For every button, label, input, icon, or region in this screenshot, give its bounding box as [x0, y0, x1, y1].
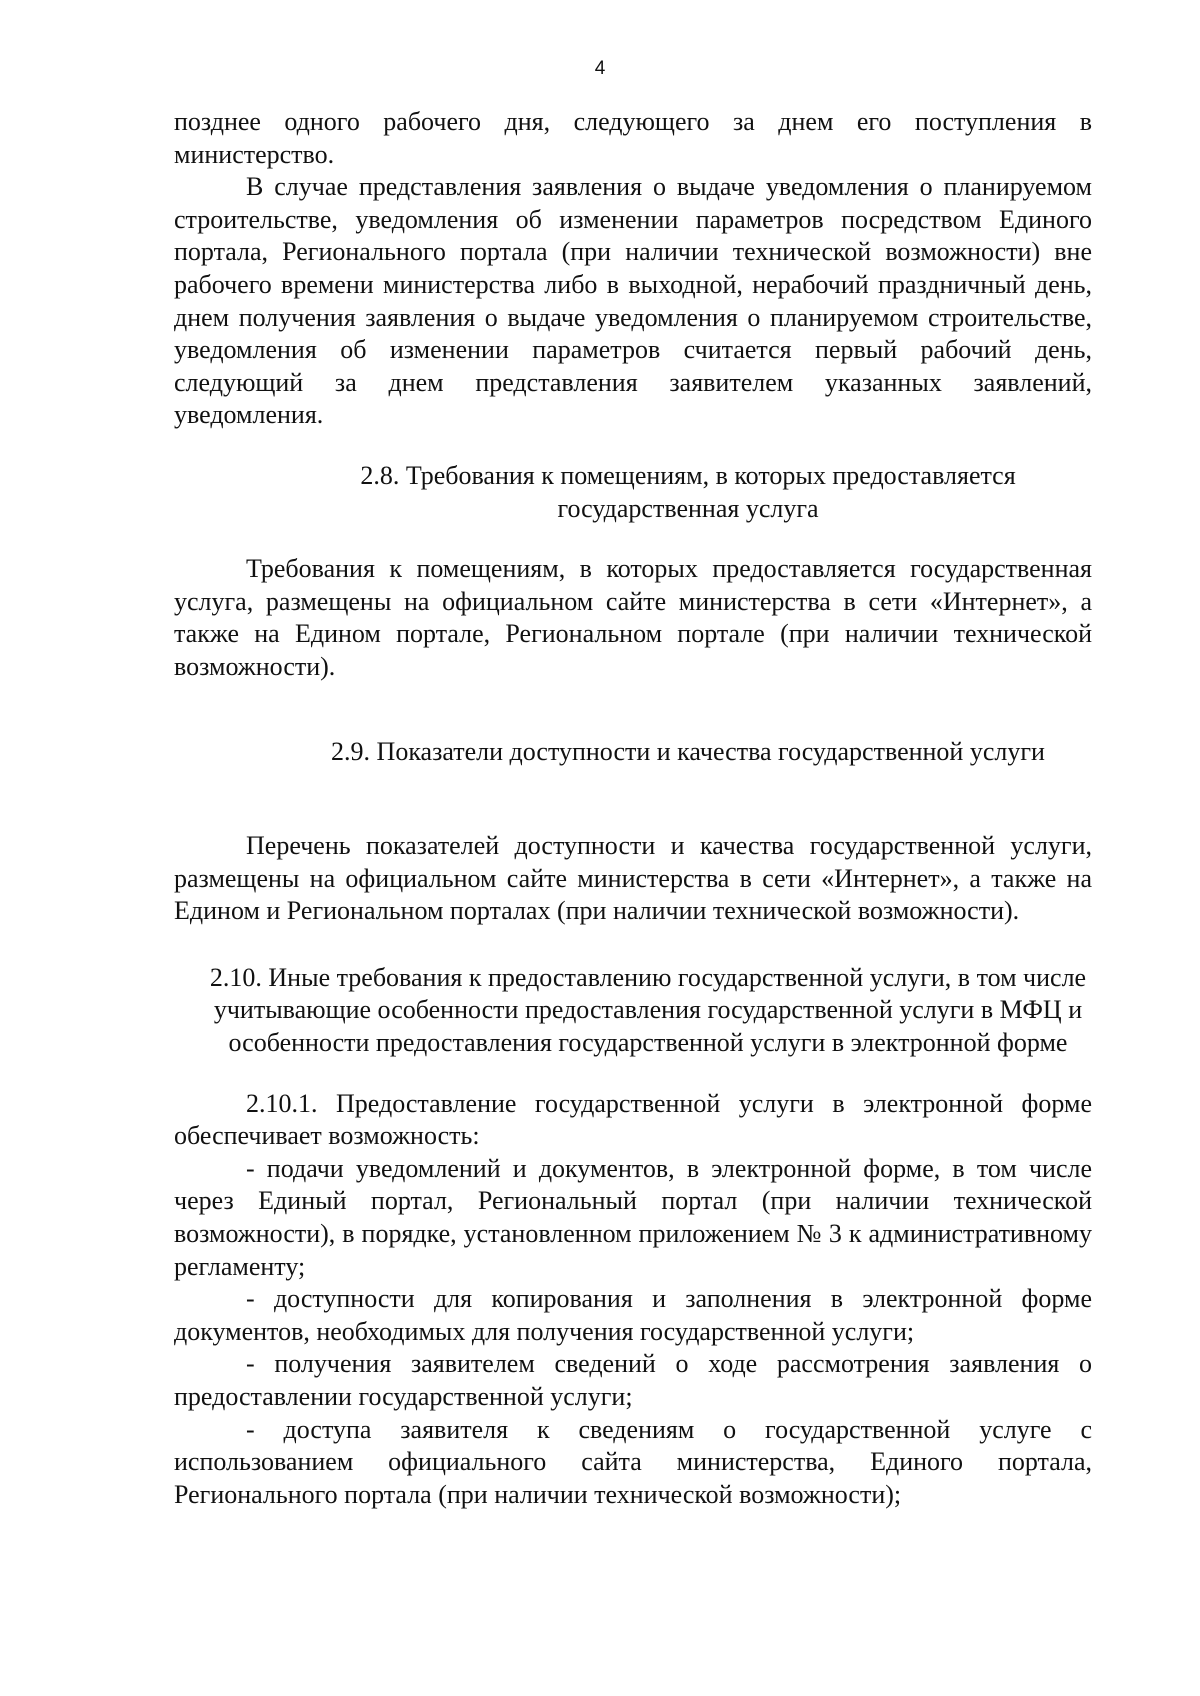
- paragraph-application-timing: В случае представления заявления о выдаче уведомления о планируемом строительстве, уведомления об изменении параметров посредством Единого портала, Регионального портала (при наличии технической возможности) вне рабочего времени министерства либо в выходной, нерабочий праздничный день, днем получения заявления о выдаче уведомления о планируемом строительстве, уведомления об изменении параметров считается первый рабочий день, следующий за днем представления заявителем указанных заявлений, уведомления.: [174, 172, 1092, 430]
- list-item: - доступности для копирования и заполнения в электронной форме документов, необходимых для получения государственной услуги;: [174, 1284, 1092, 1346]
- document-body: [174, 106, 1092, 1511]
- paragraph-premises-requirements: Требования к помещениям, в которых предоставляется государственная услуга, размещены на официальном сайте министерства в сети «Интернет», а также на Едином портале, Региональном портале (при наличии технической возможности).: [174, 554, 1092, 681]
- list-item: - доступа заявителя к сведениям о государственной услуге с использованием официального сайта министерства, Единого портала, Регионального портала (при наличии технической возможности);: [174, 1414, 1092, 1509]
- capabilities-list: [174, 1153, 1092, 1512]
- section-heading-2-10: 2.10. Иные требования к предоставлению государственной услуги, в том числе учитывающие особенности предоставления государственной услуги в МФЦ и особенности предоставления государственной услуги в электронной форме: [209, 962, 1087, 1058]
- list-item: - получения заявителем сведений о ходе рассмотрения заявления о предоставлении государственной услуги;: [174, 1349, 1092, 1411]
- section-heading-2-8: 2.8. Требования к помещениям, в которых предоставляется государственная услуга: [360, 460, 1016, 523]
- paragraph-accessibility-indicators: Перечень показателей доступности и качества государственной услуги, размещены на официальном сайте министерства в сети «Интернет», а также на Едином и Региональном порталах (при наличии технической возможности).: [174, 831, 1092, 926]
- paragraph-continuation: позднее одного рабочего дня, следующего за днем его поступления в министерство.: [174, 107, 1092, 169]
- paragraph-2-10-1: 2.10.1. Предоставление государственной услуги в электронной форме обеспечивает возможность:: [174, 1088, 1092, 1151]
- list-item: - подачи уведомлений и документов, в электронной форме, в том числе через Единый портал, Региональный портал (при наличии технической возможности), в порядке, установленном приложением № 3 к административному регламенту;: [174, 1153, 1092, 1281]
- page-number: 4: [594, 58, 606, 79]
- section-heading-2-9: 2.9. Показатели доступности и качества государственной услуги: [331, 736, 1045, 766]
